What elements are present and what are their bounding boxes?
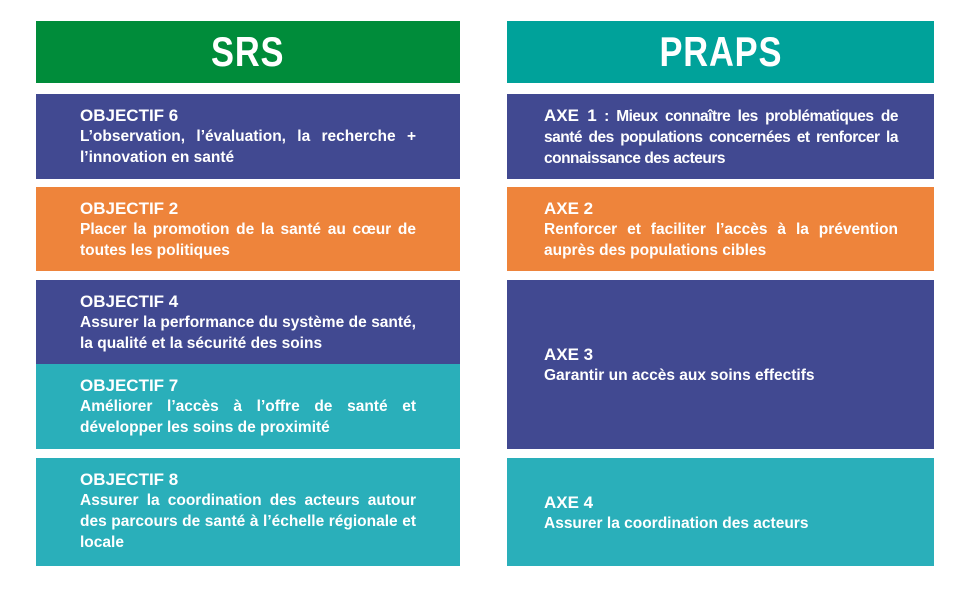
axe-title: AXE 2 — [544, 199, 594, 218]
axe-separator: : — [596, 108, 617, 125]
praps-header — [507, 21, 934, 83]
praps-axe-1 — [507, 94, 934, 179]
objective-text: Assurer la coordination des acteurs autour des parcours de santé à l’échelle régionale et locale — [80, 492, 416, 551]
srs-header-label: SRS — [211, 28, 285, 75]
srs-objective-4 — [36, 280, 460, 364]
praps-axe-3 — [507, 280, 934, 449]
srs-objective-8 — [36, 458, 460, 566]
srs-objective-2 — [36, 187, 460, 271]
objective-text: L’observation, l’évaluation, la recherche + l’innovation en santé — [80, 128, 416, 166]
axe-text: Mieux connaître les problématiques de santé des populations concernées et renforcer la connaissance des acteurs — [544, 108, 898, 167]
axe-text: Renforcer et faciliter l’accès à la prévention auprès des populations cibles — [544, 221, 898, 259]
axe-text: Assurer la coordination des acteurs — [544, 515, 809, 532]
objective-text: Améliorer l’accès à l’offre de santé et développer les soins de proximité — [80, 398, 416, 436]
axe-text: Garantir un accès aux soins effectifs — [544, 367, 815, 384]
objective-title: OBJECTIF 2 — [80, 199, 179, 218]
axe-text-block — [544, 105, 898, 169]
objective-text: Assurer la performance du système de santé, la qualité et la sécurité des soins — [80, 314, 416, 352]
srs-objective-6 — [36, 94, 460, 179]
praps-header-label: PRAPS — [659, 28, 782, 75]
objective-title: OBJECTIF 6 — [80, 106, 179, 125]
objective-title: OBJECTIF 4 — [80, 292, 179, 311]
praps-axe-2 — [507, 187, 934, 271]
srs-header — [36, 21, 460, 83]
axe-title: AXE 4 — [544, 493, 594, 512]
objective-title: OBJECTIF 8 — [80, 470, 179, 489]
srs-objective-7 — [36, 364, 460, 449]
axe-title: AXE 1 — [544, 106, 597, 125]
praps-axe-4 — [507, 458, 934, 566]
objective-title: OBJECTIF 7 — [80, 376, 179, 395]
objective-text: Placer la promotion de la santé au cœur de toutes les politiques — [80, 221, 416, 259]
axe-title: AXE 3 — [544, 345, 594, 364]
